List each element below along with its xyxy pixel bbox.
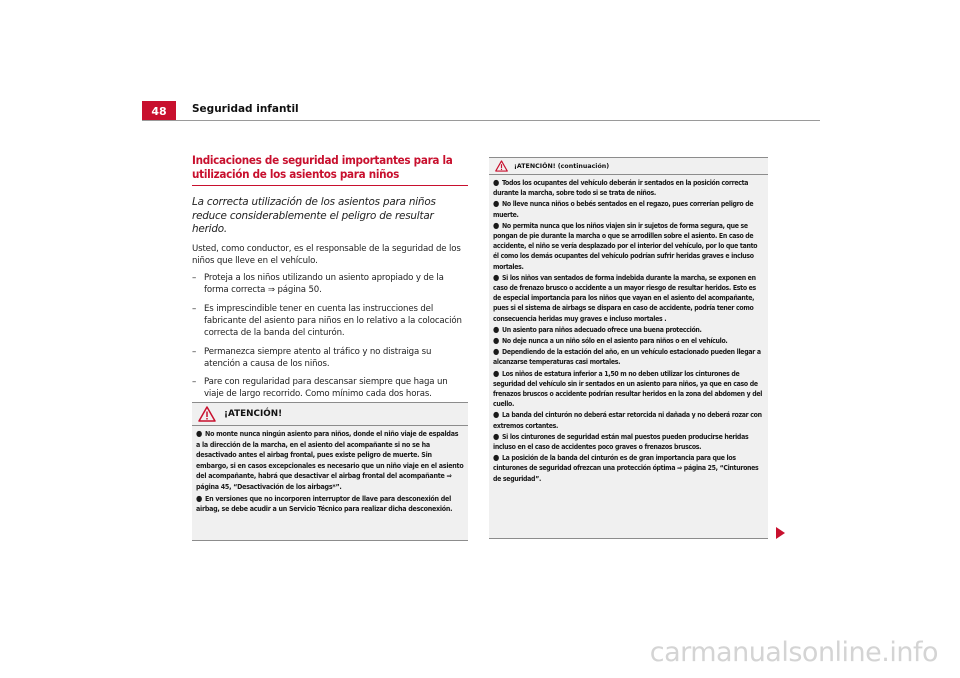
warning-header	[489, 158, 768, 175]
lead-paragraph: La correcta utilización de los asientos para niños reduce considerablemente el peligro de resultar herido.	[192, 196, 436, 235]
list-item: – Es imprescindible tener en cuenta las instrucciones del fabricante del asiento para niños en lo relativo a la colocación correcta de la banda del cinturón.	[192, 303, 462, 339]
warning-item: ● Un asiento para niños adecuado ofrece una buena protección.	[493, 324, 702, 334]
warning-item: ● La banda del cinturón no deberá estar retorcida ni dañada y no deberá rozar con extremos cortantes.	[493, 410, 762, 430]
warning-item: ● Los niños de estatura inferior a 1,50 m no deben utilizar los cinturones de seguridad del vehículo sin ir sentados en un asiento para niños, ya que en caso de frenazos bruscos o accidente podrían resultar heridos en la zona del abdomen y del cuello.	[493, 368, 763, 409]
warning-item: ● No lleve nunca niños o bebés sentados en el regazo, pues correrían peligro de muerte.	[493, 199, 754, 219]
warning-item: ● No permita nunca que los niños viajen sin ir sujetos de forma segura, que se pongan de pie durante la marcha o que se arrodillen sobre el asiento. En caso de accidente, el niño se vería desplazado por el interior del vehículo, por lo que tanto él como los demás ocupantes del vehículo podrían sufrir heridas graves e incluso mortales.	[493, 220, 758, 271]
warning-triangle-icon	[198, 406, 216, 422]
warning-item: ● Si los niños van sentados de forma indebida durante la marcha, se exponen en caso de frenazo brusco o accidente a un mayor riesgo de resultar heridos. Esto es de especial importancia para los niños que vayan en el asiento del acompañante, pues si el sistema de airbags se dispara en caso de accidente, podría tener como consecuencia heridas muy graves e incluso mortales .	[493, 272, 756, 323]
page-header-title: Seguridad infantil	[192, 103, 299, 115]
warning-triangle-icon	[495, 160, 508, 172]
warning-item: ● No deje nunca a un niño sólo en el asiento para niños o en el vehículo.	[493, 336, 728, 346]
warning-item: ● No monte nunca ningún asiento para niños, donde el niño viaje de espaldas a la dirección de la marcha, en el asiento del acompañante si no se ha desactivado antes el airbag frontal, pues existe peligro de muerte. Sin embargo, si en casos excepcionales es necesario que un niño viaje en el asiento del acompañante, habrá que desactivar el airbag frontal del acompañante ⇒ página 45, “Desactivación de los airbags*”.	[196, 429, 464, 491]
list-item: – Pare con regularidad para descansar siempre que haga un viaje de largo recorrido. Como mínimo cada dos horas.	[192, 377, 448, 400]
list-item: – Permanezca siempre atento al tráfico y no distraiga su atención a causa de los niños.	[192, 346, 432, 369]
warning-header	[192, 403, 468, 426]
section-title: Indicaciones de seguridad importantes para la utilización de los asientos para niños	[192, 153, 468, 186]
warning-item: ● Dependiendo de la estación del año, en un vehículo estacionado pueden llegar a alcanzarse temperaturas casi mortales.	[493, 347, 761, 367]
warning-item: ● La posición de la banda del cinturón es de gran importancia para que los cinturones de seguridad ofrezcan una protección óptima ⇒ página 25, “Cinturones de seguridad”.	[493, 453, 759, 483]
intro-paragraph: Usted, como conductor, es el responsable de la seguridad de los niños que lleve en el vehículo.	[192, 243, 461, 266]
warning-item: ● Todos los ocupantes del vehículo deberán ir sentados en la posición correcta durante la marcha, sobre todo si se trata de niños.	[493, 178, 749, 198]
warning-title: ¡ATENCIÓN! (continuación)	[514, 162, 610, 170]
warning-box-right	[489, 157, 768, 539]
next-page-arrow-icon[interactable]	[776, 527, 785, 539]
warning-box-left	[192, 402, 468, 541]
watermark: carmanualsonline.info	[649, 637, 938, 668]
instruction-list	[192, 272, 468, 401]
warning-item: ● En versiones que no incorporen interruptor de llave para desconexión del airbag, se debe acudir a un Servicio Técnico para realizar dicha desconexión.	[196, 493, 453, 514]
header-rule	[142, 120, 820, 121]
page-number: 48	[142, 101, 176, 121]
list-item: – Proteja a los niños utilizando un asiento apropiado y de la forma correcta ⇒ página 50.	[192, 273, 444, 296]
warning-title: ¡ATENCIÓN!	[224, 409, 283, 419]
warning-item: ● Si los cinturones de seguridad están mal puestos pueden producirse heridas incluso en el caso de accidentes poco graves o frenazos bruscos.	[493, 431, 749, 452]
left-column	[192, 153, 468, 407]
